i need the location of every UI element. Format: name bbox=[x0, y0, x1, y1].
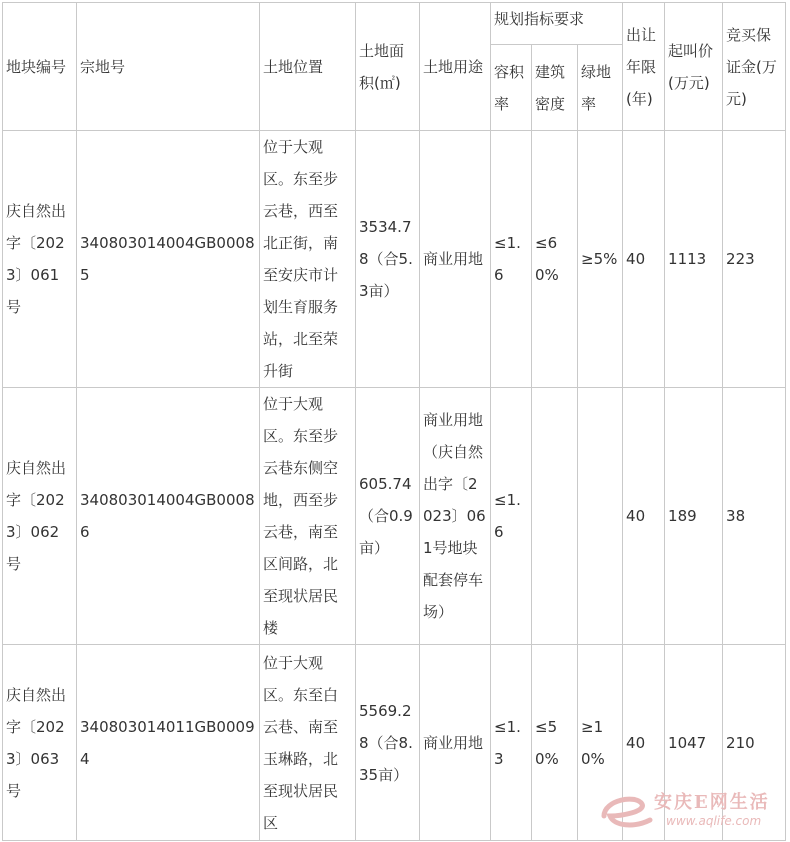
far-cell: ≤1.6 bbox=[491, 131, 532, 388]
header-deposit: 竞买保证金(万元) bbox=[723, 3, 786, 131]
watermark-text: 安庆E网生活 bbox=[654, 792, 770, 813]
watermark-url: www.aqlife.com bbox=[666, 814, 762, 828]
parcel-no-cell: 庆自然出字〔2023〕062号 bbox=[3, 388, 77, 645]
header-parcel-no: 地块编号 bbox=[3, 3, 77, 131]
density-cell: ≤50% bbox=[532, 645, 578, 841]
green-cell bbox=[578, 388, 623, 645]
location-cell: 位于大观区。东至步云巷东侧空地，西至步云巷，南至区间路，北至现状居民楼 bbox=[260, 388, 356, 645]
term-cell: 40 bbox=[623, 645, 665, 841]
header-density: 建筑密度 bbox=[532, 45, 578, 131]
watermark bbox=[596, 786, 786, 836]
lot-no-cell: 340803014004GB00086 bbox=[77, 388, 260, 645]
green-cell: ≥5% bbox=[578, 131, 623, 388]
term-cell: 40 bbox=[623, 388, 665, 645]
term-cell: 40 bbox=[623, 131, 665, 388]
header-location: 土地位置 bbox=[260, 3, 356, 131]
far-cell: ≤1.6 bbox=[491, 388, 532, 645]
far-cell: ≤1.3 bbox=[491, 645, 532, 841]
header-term: 出让年限(年) bbox=[623, 3, 665, 131]
green-cell: ≥10% bbox=[578, 645, 623, 841]
parcel-no-cell: 庆自然出字〔2023〕063号 bbox=[3, 645, 77, 841]
deposit-cell: 38 bbox=[723, 388, 786, 645]
use-cell: 商业用地 bbox=[420, 131, 491, 388]
parcel-no-cell: 庆自然出字〔2023〕061号 bbox=[3, 131, 77, 388]
density-cell bbox=[532, 388, 578, 645]
density-cell: ≤60% bbox=[532, 131, 578, 388]
area-cell: 3534.78（合5.3亩） bbox=[356, 131, 420, 388]
table-row bbox=[3, 131, 786, 388]
use-cell: 商业用地 bbox=[420, 645, 491, 841]
deposit-cell: 210 bbox=[723, 645, 786, 841]
header-start-price: 起叫价(万元) bbox=[665, 3, 723, 131]
header-lot-no: 宗地号 bbox=[77, 3, 260, 131]
header-planning: 规划指标要求 bbox=[491, 3, 623, 45]
lot-no-cell: 340803014011GB00094 bbox=[77, 645, 260, 841]
location-cell: 位于大观区。东至步云巷，西至北正街，南至安庆市计划生育服务站，北至荣升街 bbox=[260, 131, 356, 388]
header-use: 土地用途 bbox=[420, 3, 491, 131]
start-price-cell: 189 bbox=[665, 388, 723, 645]
header-area: 土地面积(㎡) bbox=[356, 3, 420, 131]
table-row bbox=[3, 388, 786, 645]
lot-no-cell: 340803014004GB00085 bbox=[77, 131, 260, 388]
header-green: 绿地率 bbox=[578, 45, 623, 131]
start-price-cell: 1047 bbox=[665, 645, 723, 841]
area-cell: 605.74（合0.9亩） bbox=[356, 388, 420, 645]
header-far: 容积率 bbox=[491, 45, 532, 131]
start-price-cell: 1113 bbox=[665, 131, 723, 388]
deposit-cell: 223 bbox=[723, 131, 786, 388]
area-cell: 5569.28（合8.35亩） bbox=[356, 645, 420, 841]
use-cell: 商业用地（庆自然出字〔2023〕061号地块配套停车场） bbox=[420, 388, 491, 645]
land-parcel-table bbox=[2, 2, 786, 841]
location-cell: 位于大观区。东至白云巷、南至玉琳路，北至现状居民区 bbox=[260, 645, 356, 841]
